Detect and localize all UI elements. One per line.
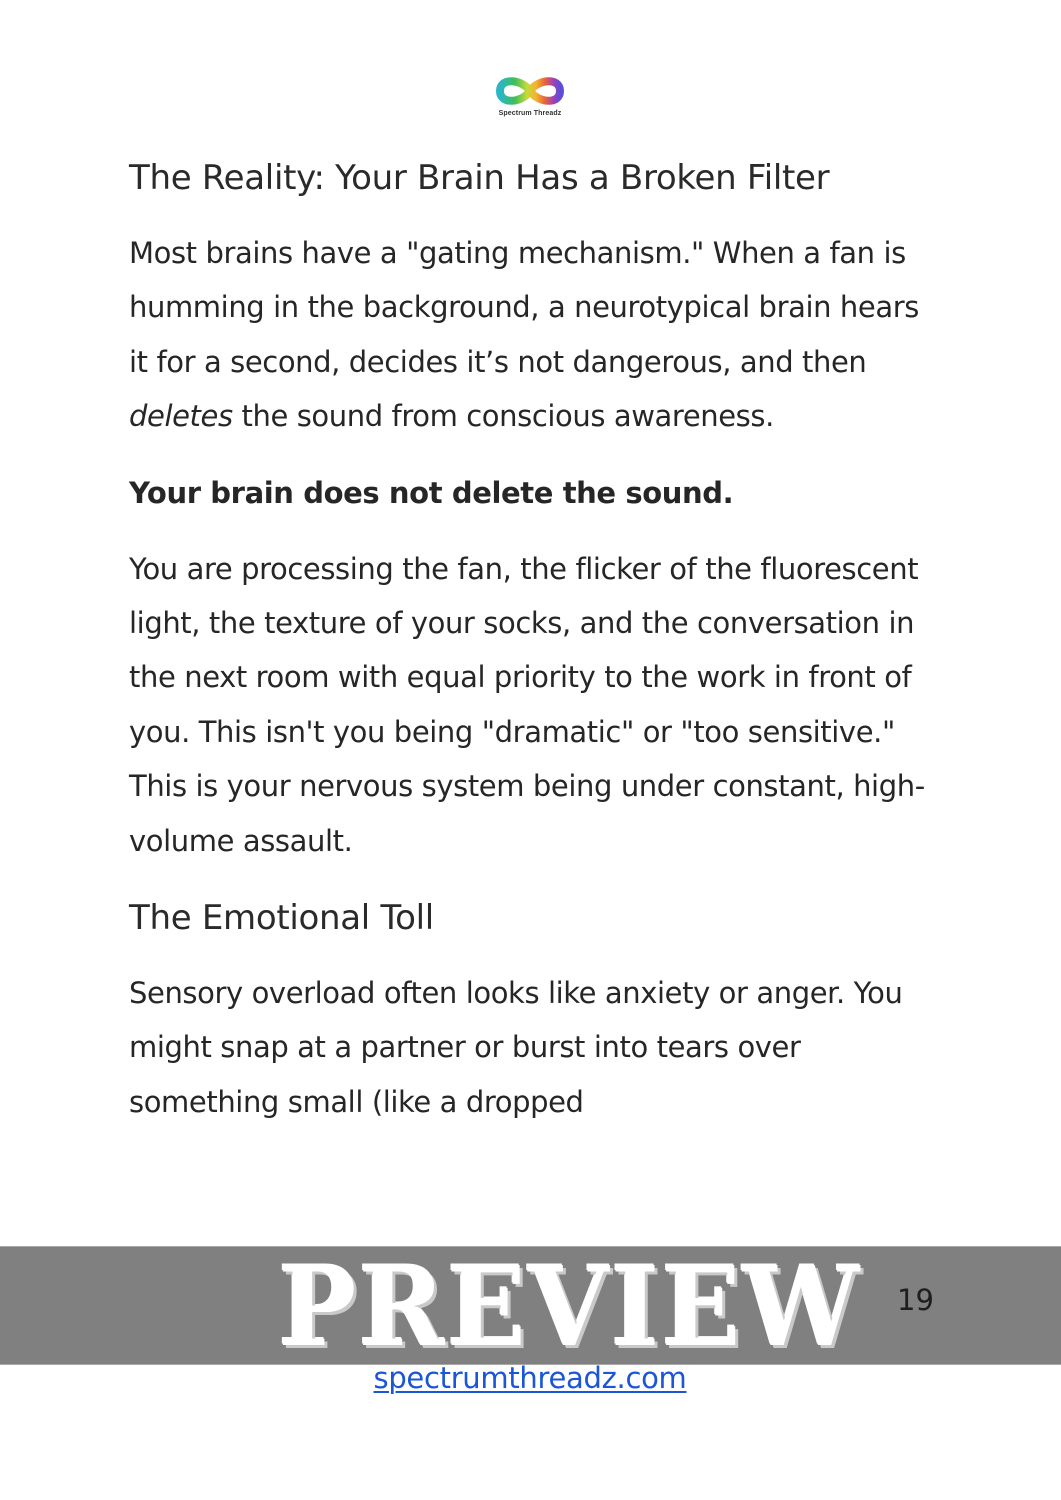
italic-emphasis: deletes — [129, 399, 233, 434]
section-heading: The Emotional Toll — [129, 898, 434, 939]
paragraph-gating-mechanism — [129, 226, 939, 444]
infinity-logo-icon — [494, 74, 566, 108]
page-number: 19 — [897, 1283, 934, 1317]
brand-logo — [480, 74, 580, 124]
preview-watermark-text: PREVIEW — [278, 1241, 862, 1372]
section-heading: The Reality: Your Brain Has a Broken Filter — [129, 158, 830, 198]
paragraph-text: the sound from conscious awareness. — [232, 399, 774, 434]
preview-watermark-banner — [0, 1241, 1061, 1372]
page-content — [129, 150, 939, 1129]
website-link[interactable]: spectrumthreadz.com — [373, 1361, 687, 1395]
paragraph-text: Most brains have a "gating mechanism." When a fan is humming in the background, a neurotypical brain hears it for a second, decides it’s not dangerous, and then — [129, 236, 919, 379]
bold-statement: Your brain does not delete the sound. — [129, 475, 734, 510]
paragraph-emotional-toll: Sensory overload often looks like anxiety or anger. You might snap at a partner or burst into tears over something small (like a dropped — [129, 976, 903, 1119]
paragraph-processing: You are processing the fan, the flicker of the fluorescent light, the texture of your socks, and the conversation in the next room with equal priority to the work in front of you. This isn't you being "dramatic" or "too sensitive." This is your nervous system being under constant, high-volume assault. — [129, 551, 925, 858]
brand-name: Spectrum Threadz — [498, 110, 562, 117]
